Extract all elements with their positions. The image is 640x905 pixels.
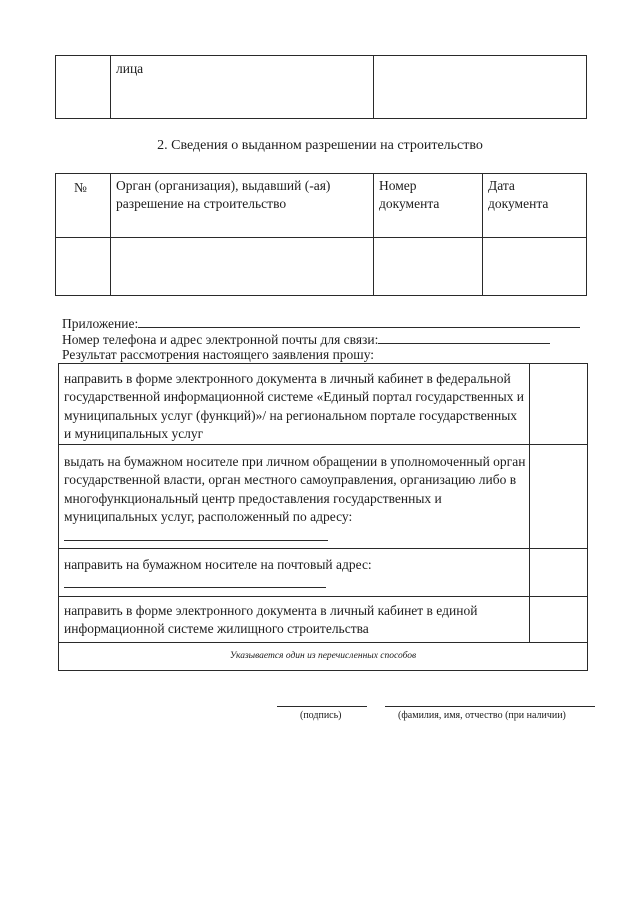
contact-field[interactable] <box>378 330 550 344</box>
contact-label: Номер телефона и адрес электронной почты для связи: <box>62 332 379 347</box>
mail-address-field[interactable] <box>64 574 326 588</box>
option-paper-in-person: выдать на бумажном носителе при личном обращении в уполномоченный орган государственной власти, орган местного самоуправления, организацию либо в многофункциональный центр предоставления государственных и муниципальных услуг, расположенный по адресу: <box>64 454 526 525</box>
option-electronic-portal: направить в форме электронного документа в личный кабинет в федеральной государственной информационной системе «Единый портал государственных и муниципальных услуг (функций)»/ на региональном портале государственных и муниципальных услуг <box>64 371 525 442</box>
in-person-address-field[interactable] <box>64 527 328 541</box>
top-table-cell-text: лица <box>116 61 144 76</box>
sign-line[interactable] <box>277 706 367 707</box>
sign-label: (подпись) <box>300 710 342 721</box>
option-electronic-portal-checkbox[interactable] <box>530 364 587 444</box>
option-housing-system-checkbox[interactable] <box>530 597 587 642</box>
result-label: Результат рассмотрения настоящего заявления прошу: <box>62 347 375 362</box>
option-paper-mail-block <box>64 556 384 593</box>
header-doc-number: Номер документа <box>379 178 440 212</box>
option-housing-system: направить в форме электронного документа в личный кабинет в единой информационной системе жилищного строительства <box>64 603 478 637</box>
section-title: 2. Сведения о выданном разрешении на строительство <box>157 138 483 153</box>
options-note: Указывается один из перечисленных способов <box>229 651 417 661</box>
option-paper-in-person-block <box>64 453 526 546</box>
header-organ: Орган (организация), выдавший (-ая) разрешение на строительство <box>116 178 331 212</box>
name-line[interactable] <box>385 706 595 707</box>
name-label: (фамилия, имя, отчество (при наличии) <box>398 710 566 721</box>
header-doc-date: Дата документа <box>488 178 549 212</box>
option-paper-mail-checkbox[interactable] <box>530 549 587 596</box>
option-paper-in-person-checkbox[interactable] <box>530 445 587 548</box>
attachment-field[interactable] <box>138 314 580 328</box>
attachment-label: Приложение: <box>62 316 139 331</box>
option-paper-mail: направить на бумажном носителе на почтовый адрес: <box>64 557 372 572</box>
header-number: № <box>74 180 87 195</box>
